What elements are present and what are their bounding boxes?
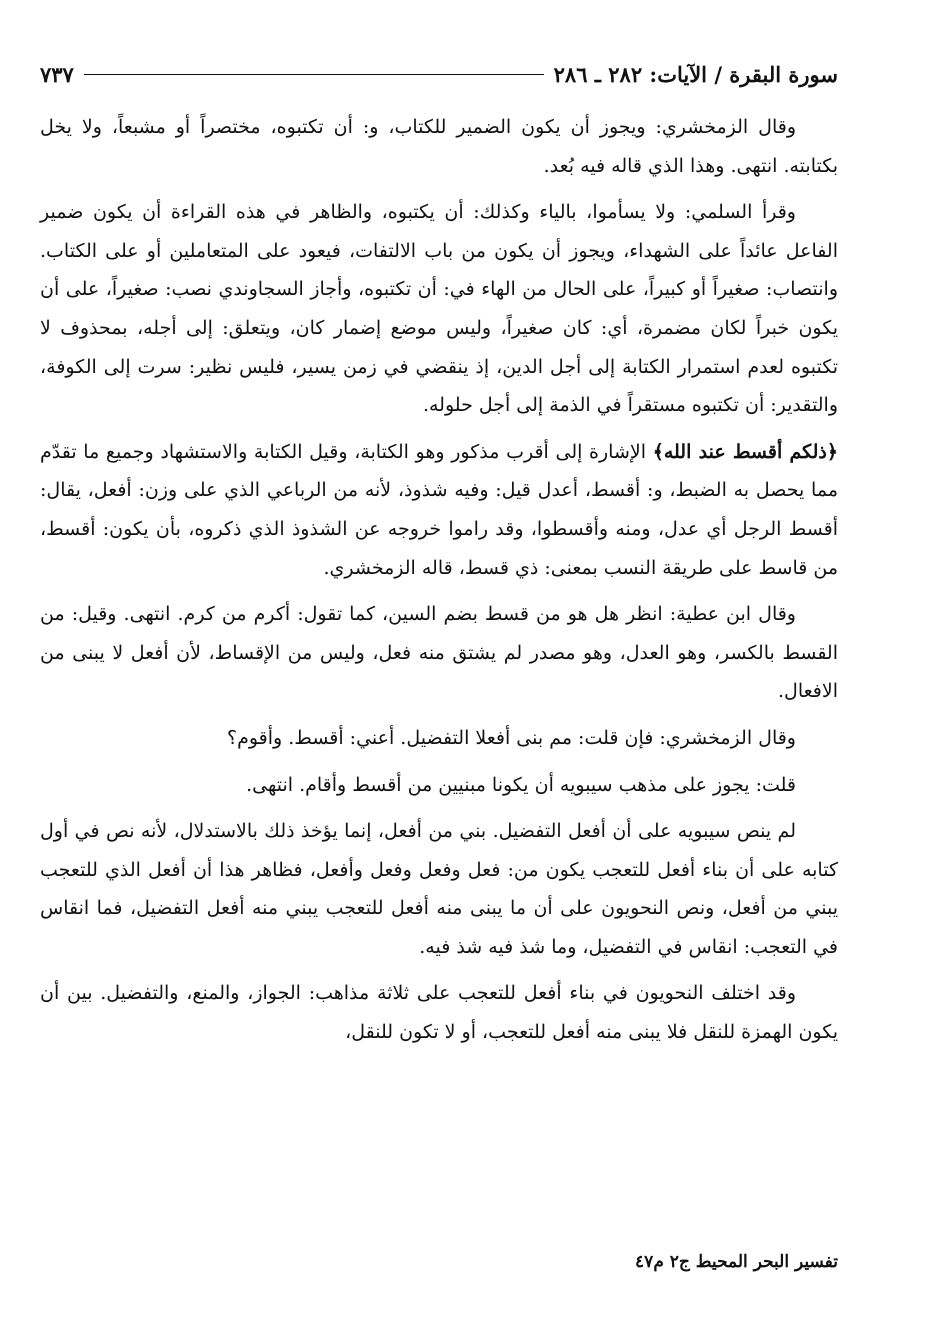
paragraph: وقال الزمخشري: ويجوز أن يكون الضمير للكتاب، و: أن تكتبوه، مختصراً أو مشبعاً، ولا يخل بكتابته. انتهى. وهذا الذي قاله فيه بُعد. xyxy=(40,116,838,177)
paragraph: وقال ابن عطية: انظر هل هو من قسط بضم السين، كما تقول: أكرم من كرم. انتهى. وقيل: من القسط بالكسر، وهو العدل، وهو مصدر لم يشتق منه فعل، وليس من الإقساط، لأن أفعل لا يبنى من الافعال. xyxy=(40,603,838,703)
page-number: ٧٣٧ xyxy=(40,61,74,87)
paragraph-with-quote xyxy=(40,433,838,587)
page-body xyxy=(40,108,838,1060)
paragraph: قلت: يجوز على مذهب سيبويه أن يكونا مبنيين من أقسط وأقام. انتهى. xyxy=(246,773,796,796)
paragraph: وقال الزمخشري: فإن قلت: مم بنى أفعلا التفضيل. أعني: أقسط. وأقوم؟ xyxy=(227,726,796,749)
page-header xyxy=(40,58,838,90)
running-title: سورة البقرة / الآيات: ٢٨٢ ـ ٢٨٦ xyxy=(553,61,838,87)
page-footer: تفسير البحر المحيط ج٢ م٤٧ xyxy=(635,1252,838,1272)
header-rule xyxy=(84,74,544,75)
paragraph-text: الإشارة إلى أقرب مذكور وهو الكتابة، وقيل الكتابة والاستشهاد وجميع ما تقدّم مما يحصل به الضبط، و: أقسط، أعدل قيل: وفيه شذوذ، لأنه من الرباعي الذي على وزن: أفعل، يقال: أقسط الرجل أي عدل، ومنه وأقسطوا، وقد راموا خروجه عن الشذوذ الذي ذكروه، بأن يكون: أقسط، من قاسط على طريقة النسب بمعنى: ذي قسط، قاله الزمخشري. xyxy=(40,440,838,579)
paragraph: وقد اختلف النحويون في بناء أفعل للتعجب على ثلاثة مذاهب: الجواز، والمنع، والتفضيل. بين أن يكون الهمزة للنقل فلا يبنى منه أفعل للتعجب، أو لا تكون للنقل، xyxy=(40,982,838,1044)
quranic-quote: ﴿ذلكم أقسط عند الله﴾ xyxy=(652,440,839,463)
paragraph: لم ينص سيبويه على أن أفعل التفضيل. بني من أفعل، إنما يؤخذ ذلك بالاستدلال، لأنه نص في أول كتابه على أن بناء أفعل للتعجب يكون من: فعل وفعل وفعل وأفعل، فظاهر هذا أن أفعل الذي للتعجب يبني من أفعل، ونص النحويون على أن ما يبنى منه أفعل للتعجب يبني منه أفعل التفضيل، فما انقاس في التعجب: انقاس في التفضيل، وما شذ فيه شذ فيه. xyxy=(40,820,838,958)
paragraph: وقرأ السلمي: ولا يسأموا، بالياء وكذلك: أن يكتبوه، والظاهر في هذه القراءة أن يكون ضمير الفاعل عائداً على الشهداء، ويجوز أن يكون من باب الالتفات، فيعود على المتعاملين أو على الكتاب. وانتصاب: صغيراً أو كبيراً، على الحال من الهاء في: أن تكتبوه، وأجاز السجاوندي نصب: صغيراً، على أن يكون خبراً لكان مضمرة، أي: كان صغيراً، وليس موضع إضمار كان، ويتعلق: إلى أجله، بمحذوف لا تكتبوه لعدم استمرار الكتابة إلى أجل الدين، إذ ينقضي في زمن يسير، فليس نظير: سرت إلى الكوفة، والتقدير: أن تكتبوه مستقراً في الذمة إلى أجل حلوله. xyxy=(40,201,838,417)
